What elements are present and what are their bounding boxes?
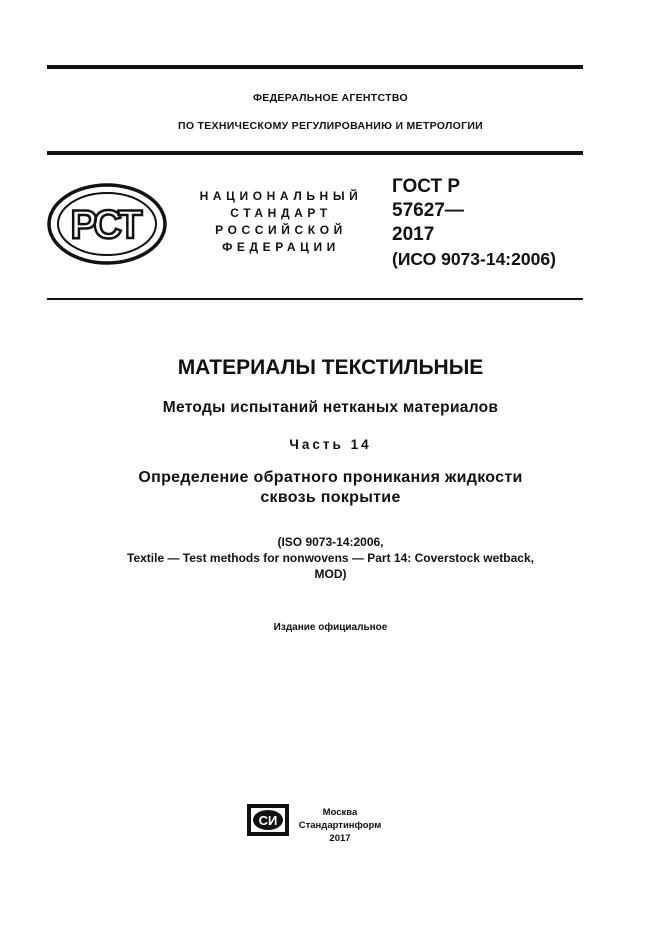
national-standard-label <box>186 188 376 256</box>
standard-designation <box>392 175 556 271</box>
iso-reference-line: MOD) <box>314 567 347 581</box>
part-title-line: Определение обратного проникания жидкости <box>138 469 523 486</box>
publisher-logo-text: СИ <box>258 813 278 828</box>
part-number: Часть 14 <box>289 437 372 452</box>
designation-line: 2017 <box>392 224 435 245</box>
national-standard-line: РОССИЙСКОЙ <box>215 223 347 237</box>
rst-certification-mark-icon <box>46 182 168 266</box>
agency-bottom-rule <box>47 151 583 155</box>
national-standard-line: ФЕДЕРАЦИИ <box>222 240 340 254</box>
national-standard-line: НАЦИОНАЛЬНЫЙ <box>199 189 363 203</box>
designation-line: ГОСТ Р <box>392 176 461 197</box>
publisher-city: Москва <box>322 807 358 818</box>
document-title: МАТЕРИАЛЫ ТЕКСТИЛЬНЫЕ <box>177 356 484 379</box>
publisher-name: Стандартинформ <box>298 820 382 831</box>
agency-name-line2: ПО ТЕХНИЧЕСКОМУ РЕГУЛИРОВАНИЮ И МЕТРОЛОГИИ <box>177 120 484 132</box>
standartinform-logo-icon <box>246 803 290 837</box>
iso-reference-line: (ISO 9073-14:2006, <box>277 535 384 549</box>
document-subtitle: Методы испытаний нетканых материалов <box>162 399 499 416</box>
iso-reference <box>0 534 661 582</box>
designation-line: 57627— <box>392 200 464 221</box>
agency-name-line1: ФЕДЕРАЛЬНОЕ АГЕНТСТВО <box>253 92 408 104</box>
publisher-year: 2017 <box>329 833 351 844</box>
part-title <box>0 468 661 508</box>
part-title-line: сквозь покрытие <box>260 489 401 506</box>
national-standard-line: СТАНДАРТ <box>230 206 332 220</box>
iso-reference-line: Textile — Test methods for nonwovens — Part 14: Coverstock wetback, <box>127 551 534 565</box>
designation-iso: (ИСО 9073-14:2006) <box>392 249 556 269</box>
top-rule <box>47 65 583 69</box>
publisher-info <box>296 806 384 845</box>
official-edition-label: Издание официальное <box>273 622 388 633</box>
rst-logo-text: РСТ <box>70 203 140 247</box>
header-bottom-rule <box>47 298 583 300</box>
